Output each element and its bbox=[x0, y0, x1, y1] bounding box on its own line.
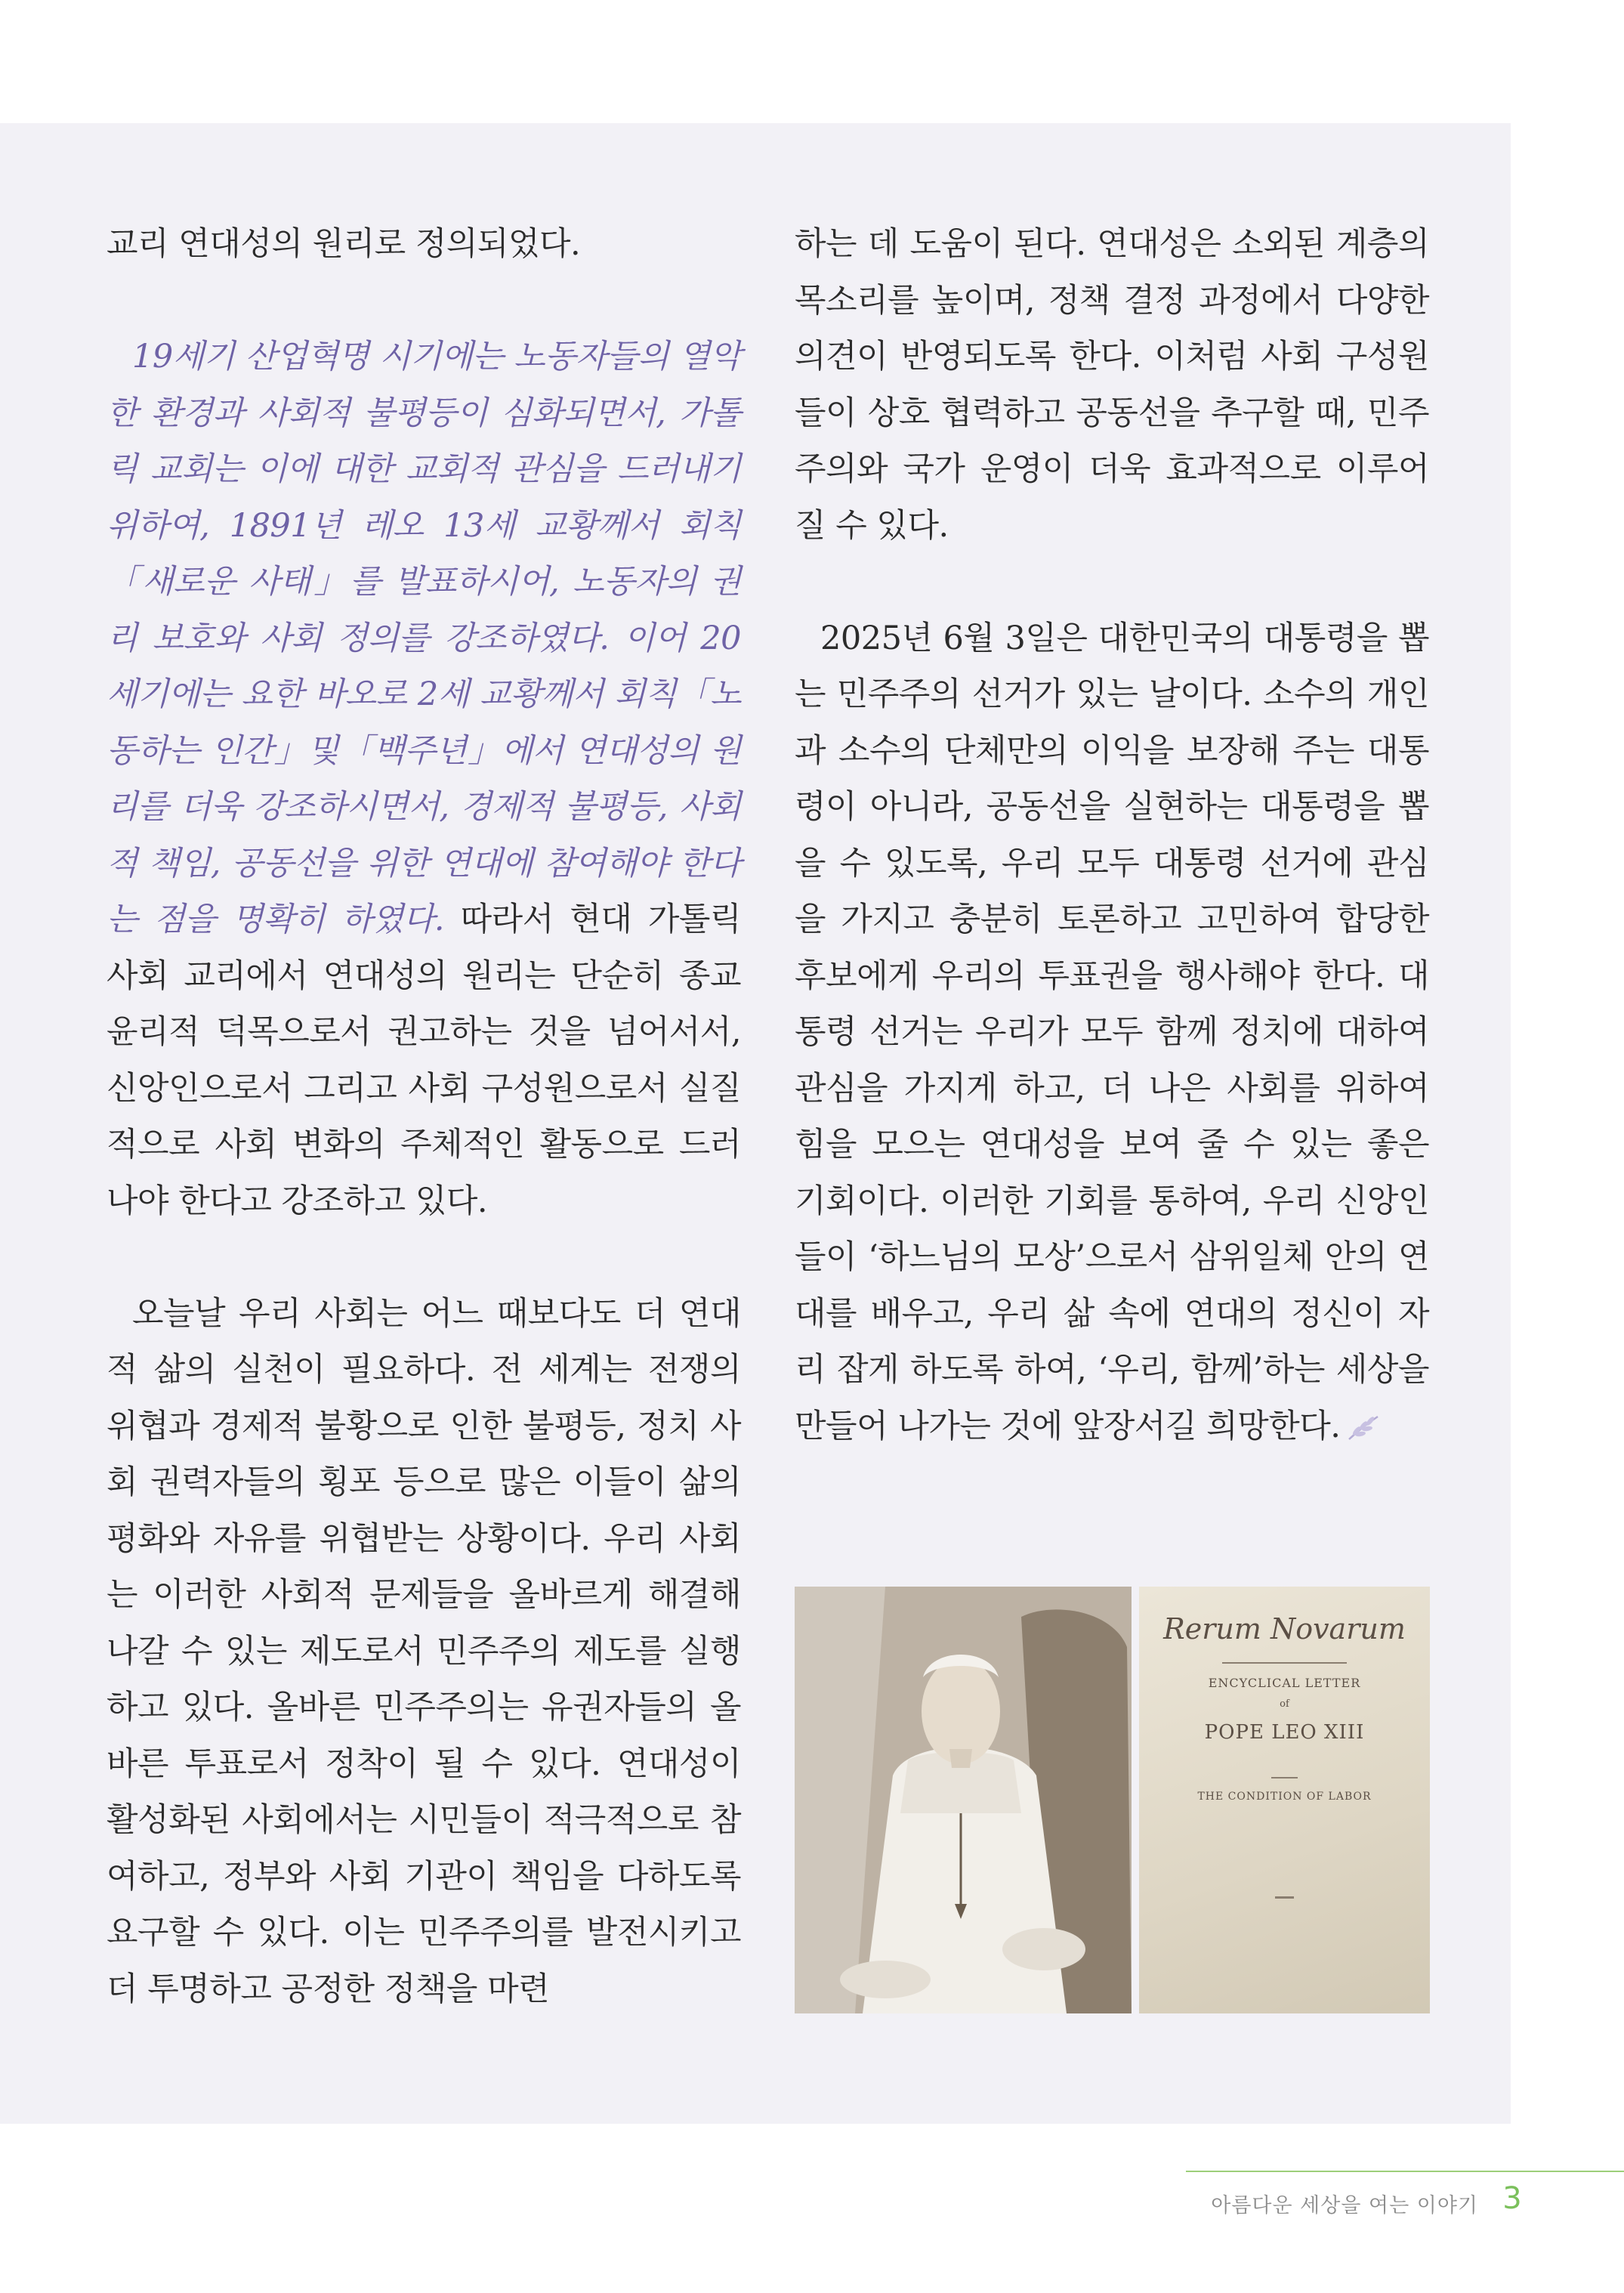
leaf-icon bbox=[1346, 1414, 1381, 1442]
pope-portrait-photo bbox=[795, 1587, 1132, 2013]
paragraph: 오늘날 우리 사회는 어느 때보다도 더 연대적 삶의 실천이 필요하다. 전 세계는 전쟁의 위협과 경제적 불황으로 인한 불평등, 정치 사회 권력자들의 횡포 등으로 많은 이들이 삶의 평화와 자유를 위협받는 상황이다. 우리 사회는 이러한 사회적 문제들을 올바르게 해결해 나갈 수 있는 제도로서 민주주의 제도를 실행하고 있다. 올바른 민주주의는 유권자들의 올바른 투표로서 정착이 될 수 있다. 연대성이 활성화된 사회에서는 시민들이 적극적으로 참여하고, 정부와 사회 기관이 책임을 다하도록 요구할 수 있다. 이는 민주주의를 발전시키고 더 투명하고 공정한 정책을 마련 bbox=[107, 1294, 741, 2008]
cover-condition: THE CONDITION OF LABOR bbox=[1197, 1791, 1372, 1803]
right-column bbox=[795, 216, 1429, 1454]
paragraph bbox=[107, 329, 741, 1229]
cover-title: Rerum Novarum bbox=[1163, 1612, 1406, 1646]
footer-divider bbox=[1186, 2171, 1624, 2172]
paragraph: 하는 데 도움이 된다. 연대성은 소외된 계층의 목소리를 높이며, 정책 결정 과정에서 다양한 의견이 반영되도록 한다. 이처럼 사회 구성원들이 상호 협력하고 공동선을 추구할 때, 민주주의와 국가 운영이 더욱 효과적으로 이루어질 수 있다. bbox=[795, 225, 1429, 545]
portrait-illustration bbox=[795, 1587, 1132, 2013]
footer-tagline: 아름다운 세상을 여는 이야기 bbox=[1211, 2194, 1478, 2217]
emphasized-text: 19세기 산업혁명 시기에는 노동자들의 열악한 환경과 사회적 불평등이 심화되면서, 가톨릭 교회는 이에 대한 교회적 관심을 드러내기 위하여, 1891년 레오 13세 교황께서 회칙「새로운 사태」를 발표하시어, 노동자의 권리 보호와 사회 정의를 강조하였다. 이어 20세기에는 요한 바오로 2세 교황께서 회칙「노동하는 인간」및「백주년」에서 연대성의 원리를 더욱 강조하시면서, 경제적 불평등, 사회적 책임, 공동선을 위한 연대에 참여해야 한다는 점을 명확히 하였다. bbox=[107, 338, 741, 938]
body-text: 2025년 6월 3일은 대한민국의 대통령을 뽑는 민주주의 선거가 있는 날이다. 소수의 개인과 소수의 단체만의 이익을 보장해 주는 대통령이 아니라, 공동선을 실현하는 대통령을 뽑을 수 있도록, 우리 모두 대통령 선거에 관심을 가지고 충분히 토론하고 고민하여 합당한 후보에게 우리의 투표권을 행사해야 한다. 대통령 선거는 우리가 모두 함께 정치에 대하여 관심을 가지게 하고, 더 나은 사회를 위하여 힘을 모으는 연대성을 보여 줄 수 있는 좋은 기회이다. 이러한 기회를 통하여, 우리 신앙인들이 ‘하느님의 모상’으로서 삼위일체 안의 연대를 배우고, 우리 삶 속에 연대의 정신이 자리 잡게 하도록 하여, ‘우리, 함께’하는 세상을 만들어 나가는 것에 앞장서길 희망한다. bbox=[795, 619, 1429, 1445]
body-text: 따라서 현대 가톨릭 사회 교리에서 연대성의 원리는 단순히 종교 윤리적 덕목으로서 권고하는 것을 넘어서서, 신앙인으로서 그리고 사회 구성원으로서 실질적으로 사회 변화의 주체적인 활동으로 드러나야 한다고 강조하고 있다. bbox=[107, 901, 742, 1220]
page-number: 3 bbox=[1502, 2181, 1522, 2216]
cover-pope: POPE LEO XIII bbox=[1204, 1721, 1365, 1744]
paragraph bbox=[795, 610, 1429, 1455]
left-column bbox=[107, 216, 741, 2017]
cover-of: of bbox=[1280, 1698, 1289, 1710]
encyclical-cover-photo bbox=[1139, 1587, 1430, 2013]
paragraph: 교리 연대성의 원리로 정의되었다. bbox=[107, 225, 581, 263]
cover-subtitle: ENCYCLICAL LETTER bbox=[1208, 1676, 1361, 1690]
photo-group bbox=[795, 1587, 1430, 2013]
